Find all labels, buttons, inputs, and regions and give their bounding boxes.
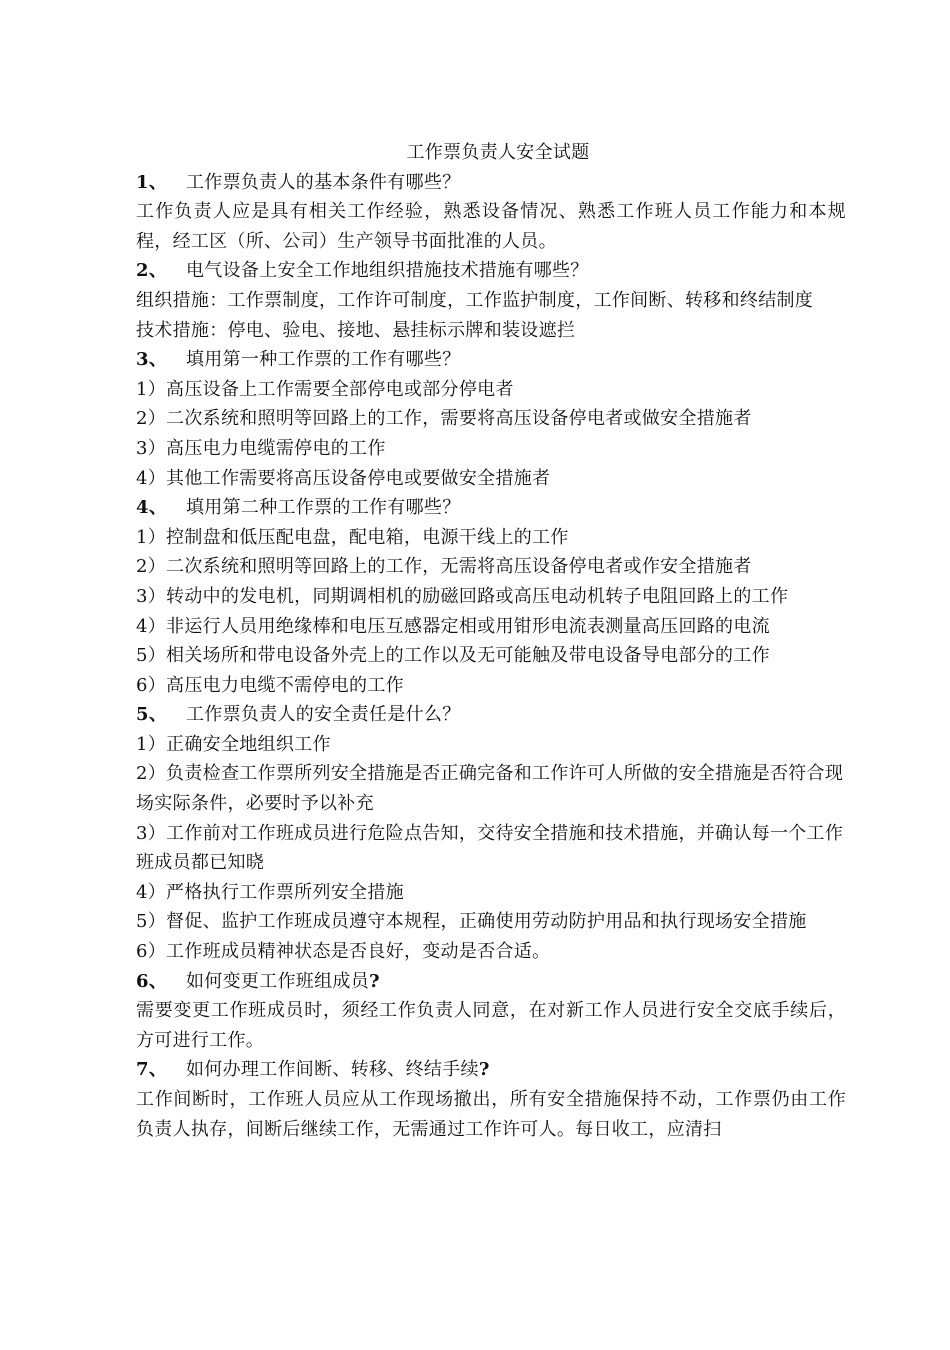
question-number: 2、 <box>136 260 168 282</box>
document-title: 工作票负责人安全试题 <box>406 142 590 163</box>
answer-text: 工作间断时，工作班人员应从工作现场撤出，所有安全措施保持不动，工作票仍由工作负责人执存，间断后继续工作，无需通过工作许可人。每日收工，应清扫 <box>136 1089 846 1140</box>
question-text: 填用第二种工作票的工作有哪些？ <box>186 497 461 519</box>
section-1 <box>136 168 846 257</box>
answer-text: 组织措施：工作票制度，工作许可制度，工作监护制度，工作间断、转移和终结制度 <box>136 289 814 311</box>
list-item: 2）负责检查工作票所列安全措施是否正确完备和工作许可人所做的安全措施是否符合现场实际条件，必要时予以补充 <box>136 763 844 815</box>
list-item: 3）高压电力电缆需停电的工作 <box>136 437 386 459</box>
answer-list <box>136 375 846 493</box>
question-3 <box>136 345 846 375</box>
section-4 <box>136 493 846 700</box>
question-2 <box>136 256 846 286</box>
answer-text: 工作负责人应是具有相关工作经验，熟悉设备情况、熟悉工作班人员工作能力和本规程，经工区（所、公司）生产领导书面批准的人员。 <box>136 201 846 252</box>
list-item: 6）高压电力电缆不需停电的工作 <box>136 674 404 696</box>
question-number: 4、 <box>136 497 168 519</box>
question-number: 3、 <box>136 349 168 371</box>
list-item: 1）正确安全地组织工作 <box>136 733 331 755</box>
list-item: 1）高压设备上工作需要全部停电或部分停电者 <box>136 378 514 400</box>
list-item: 4）严格执行工作票所列安全措施 <box>136 881 404 903</box>
question-text: 如何变更工作班组成员 <box>186 970 369 992</box>
list-item: 4）非运行人员用绝缘棒和电压互感器定相或用钳形电流表测量高压回路的电流 <box>136 615 770 637</box>
question-5 <box>136 700 846 730</box>
question-number: 1、 <box>136 171 168 193</box>
question-number: 5、 <box>136 704 168 726</box>
section-2 <box>136 256 846 345</box>
question-number: 7、 <box>136 1059 168 1081</box>
answer-text: 技术措施：停电、验电、接地、悬挂标示牌和装设遮拦 <box>136 319 576 341</box>
question-text: 电气设备上安全工作地组织措施技术措施有哪些？ <box>186 260 589 282</box>
question-1 <box>136 168 846 198</box>
list-item: 3）转动中的发电机，同期调相机的励磁回路或高压电动机转子电阻回路上的工作 <box>136 585 789 607</box>
question-7 <box>136 1055 846 1085</box>
list-item: 3）工作前对工作班成员进行危险点告知，交待安全措施和技术措施，并确认每一个工作班成员都已知晓 <box>136 822 844 874</box>
question-text: 如何办理工作间断、转移、终结手续 <box>186 1059 479 1081</box>
answer-list <box>136 730 846 967</box>
question-number: 6、 <box>136 970 168 992</box>
list-item: 2）二次系统和照明等回路上的工作，需要将高压设备停电者或做安全措施者 <box>136 408 752 430</box>
question-text: 填用第一种工作票的工作有哪些？ <box>186 349 461 371</box>
list-item: 2）二次系统和照明等回路上的工作，无需将高压设备停电者或作安全措施者 <box>136 556 752 578</box>
answer-text: 需要变更工作班成员时，须经工作负责人同意，在对新工作人员进行安全交底手续后，方可进行工作。 <box>136 1000 846 1051</box>
section-3 <box>136 345 846 493</box>
section-6 <box>136 967 846 1056</box>
list-item: 5）督促、监护工作班成员遵守本规程，正确使用劳动防护用品和执行现场安全措施 <box>136 911 807 933</box>
section-5 <box>136 700 846 966</box>
list-item: 5）相关场所和带电设备外壳上的工作以及无可能触及带电设备导电部分的工作 <box>136 645 770 667</box>
question-text: 工作票负责人的基本条件有哪些？ <box>186 171 461 193</box>
question-mark: ? <box>369 970 380 992</box>
list-item: 1）控制盘和低压配电盘，配电箱，电源干线上的工作 <box>136 526 569 548</box>
section-7 <box>136 1055 846 1144</box>
question-4 <box>136 493 846 523</box>
question-text: 工作票负责人的安全责任是什么？ <box>186 704 461 726</box>
document-page <box>136 138 846 1144</box>
list-item: 6）工作班成员精神状态是否良好，变动是否合适。 <box>136 941 551 963</box>
list-item: 4）其他工作需要将高压设备停电或要做安全措施者 <box>136 467 551 489</box>
question-6 <box>136 967 846 997</box>
answer-list <box>136 523 846 701</box>
question-mark: ? <box>478 1059 490 1081</box>
